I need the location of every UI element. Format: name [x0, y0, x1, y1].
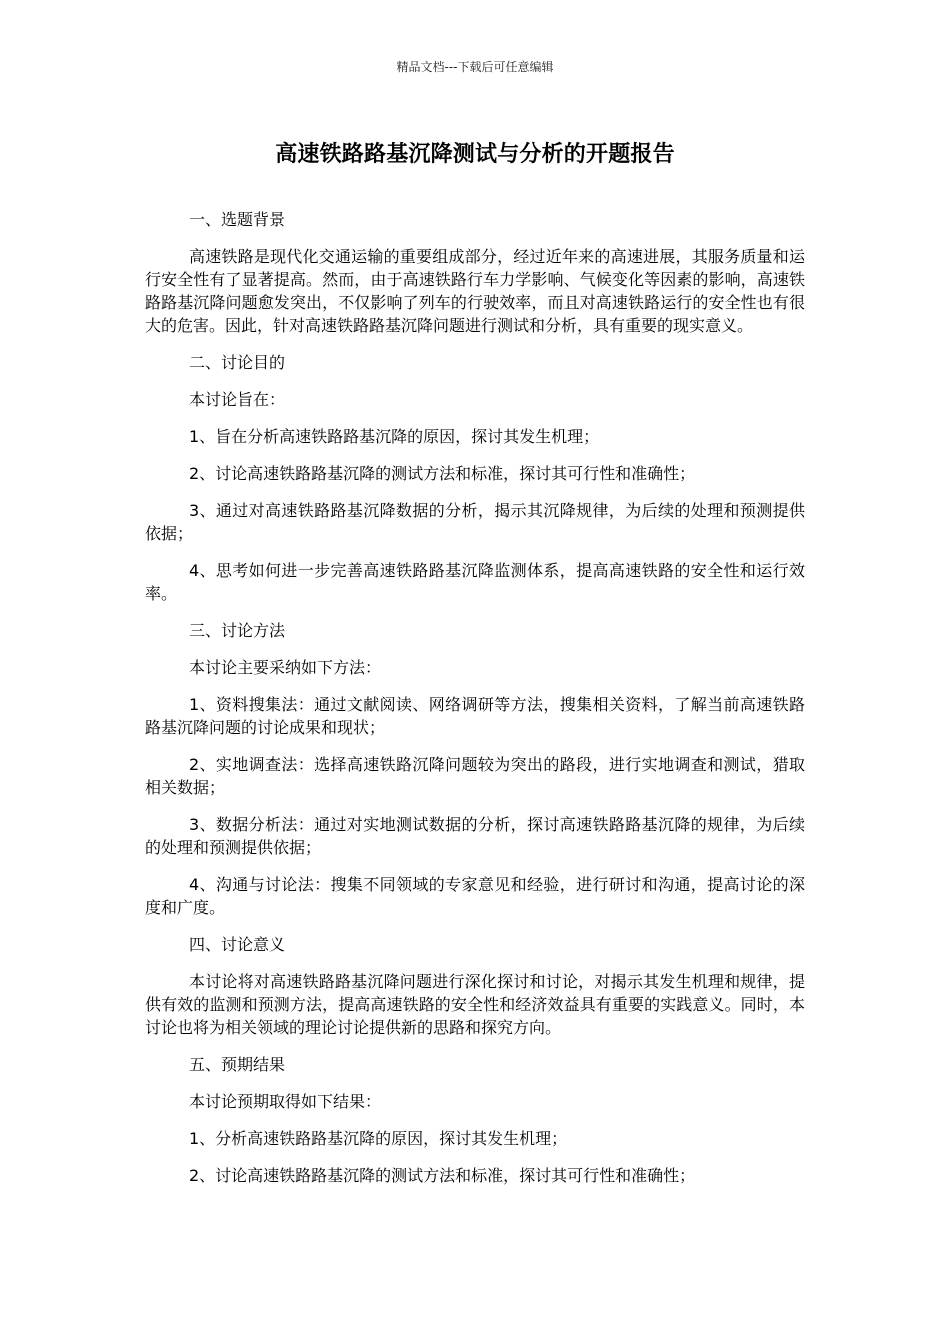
list-item-method-2: 2、实地调查法：选择高速铁路沉降问题较为突出的路段，进行实地调查和测试，猎取相关数据；	[145, 755, 805, 797]
section-heading-significance: 四、讨论意义	[189, 935, 286, 954]
list-item-method-1: 1、资料搜集法：通过文献阅读、网络调研等方法，搜集相关资料，了解当前高速铁路路基沉降问题的讨论成果和现状；	[145, 695, 805, 737]
paragraph-significance: 本讨论将对高速铁路路基沉降问题进行深化探讨和讨论，对揭示其发生机理和规律，提供有效的监测和预测方法，提高高速铁路的安全性和经济效益具有重要的实践意义。同时，本讨论也将为相关领域的理论讨论提供新的思路和探究方向。	[145, 972, 805, 1037]
list-item-expected-1: 1、分析高速铁路路基沉降的原因，探讨其发生机理；	[189, 1129, 568, 1148]
section-heading-method: 三、讨论方法	[189, 621, 286, 640]
section-heading-purpose: 二、讨论目的	[189, 353, 286, 372]
paragraph-expected-intro: 本讨论预期取得如下结果：	[189, 1092, 382, 1111]
section-heading-background: 一、选题背景	[189, 210, 286, 229]
list-item-purpose-1: 1、旨在分析高速铁路路基沉降的原因，探讨其发生机理；	[189, 427, 600, 446]
document-body	[145, 208, 805, 1201]
list-item-expected-2: 2、讨论高速铁路路基沉降的测试方法和标准，探讨其可行性和准确性；	[189, 1166, 696, 1185]
page-header: 精品文档---下载后可任意编辑	[396, 60, 554, 74]
list-item-method-4: 4、沟通与讨论法：搜集不同领域的专家意见和经验，进行研讨和沟通，提高讨论的深度和广度。	[145, 875, 805, 917]
paragraph-background: 高速铁路是现代化交通运输的重要组成部分，经过近年来的高速进展，其服务质量和运行安全性有了显著提高。然而，由于高速铁路行车力学影响、气候变化等因素的影响，高速铁路路基沉降问题愈发突出，不仅影响了列车的行驶效率，而且对高速铁路运行的安全性也有很大的危害。因此，针对高速铁路路基沉降问题进行测试和分析，具有重要的现实意义。	[145, 247, 805, 335]
paragraph-purpose-intro: 本讨论旨在：	[189, 390, 286, 409]
paragraph-method-intro: 本讨论主要采纳如下方法：	[189, 658, 382, 677]
document-title: 高速铁路路基沉降测试与分析的开题报告	[275, 142, 675, 167]
list-item-purpose-4: 4、思考如何进一步完善高速铁路路基沉降监测体系，提高高速铁路的安全性和运行效率。	[145, 561, 805, 603]
list-item-purpose-2: 2、讨论高速铁路路基沉降的测试方法和标准，探讨其可行性和准确性；	[189, 464, 696, 483]
section-heading-expected-results: 五、预期结果	[189, 1055, 286, 1074]
list-item-method-3: 3、数据分析法：通过对实地测试数据的分析，探讨高速铁路路基沉降的规律，为后续的处理和预测提供依据；	[145, 815, 805, 857]
list-item-purpose-3: 3、通过对高速铁路路基沉降数据的分析，揭示其沉降规律，为后续的处理和预测提供依据；	[145, 501, 805, 543]
